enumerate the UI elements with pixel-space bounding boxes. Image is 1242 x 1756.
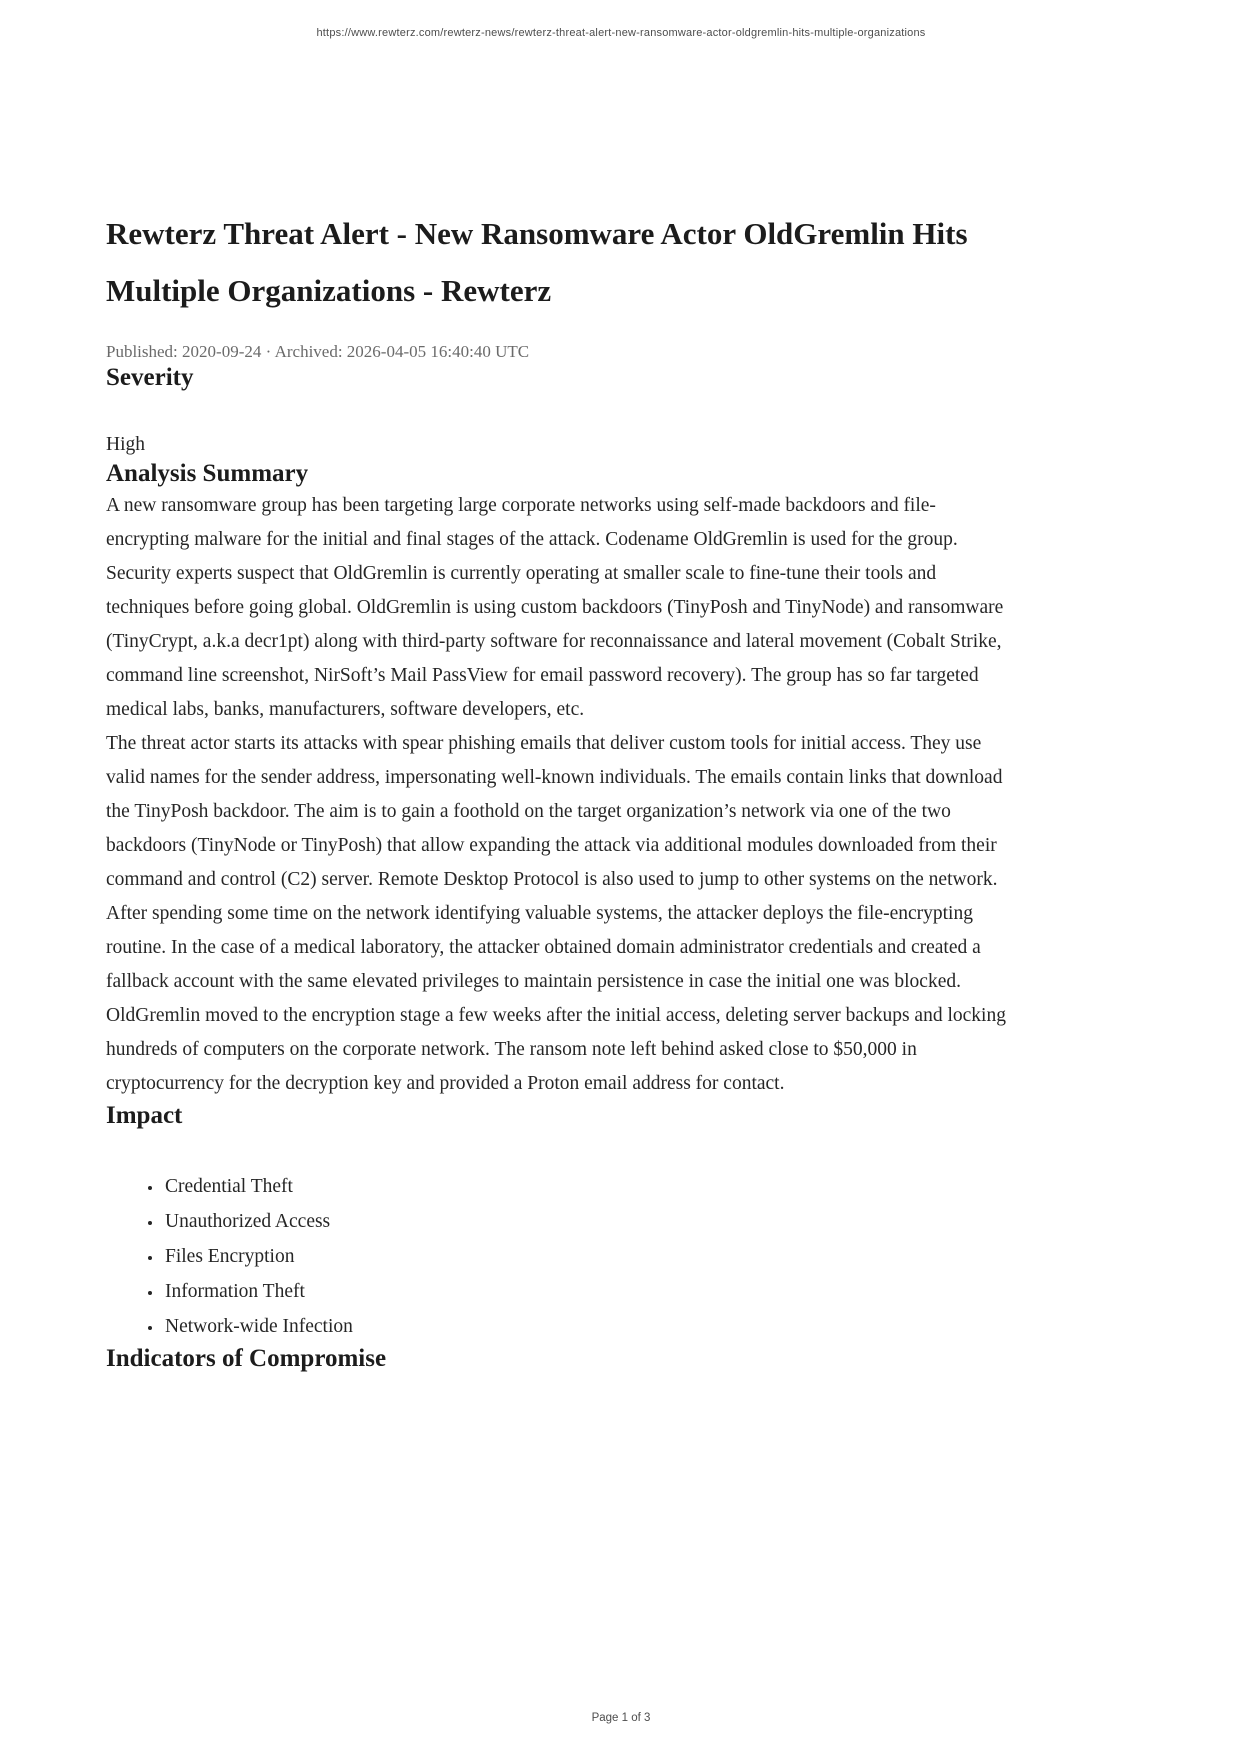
impact-list-item: • Unauthorized Access xyxy=(163,1204,1011,1239)
impact-list-item: • Credential Theft xyxy=(163,1169,1011,1204)
page-title: Rewterz Threat Alert - New Ransomware Actor OldGremlin Hits Multiple Organizations - Rewterz xyxy=(106,216,968,308)
severity-value: High xyxy=(106,434,145,455)
impact-list xyxy=(106,1169,1011,1344)
article-content xyxy=(106,0,1011,1374)
page-number-indicator: Page 1 of 3 xyxy=(591,1712,651,1724)
section-heading-indicators-of-compromise: Indicators of Compromise xyxy=(106,1345,387,1372)
section-heading-severity: Severity xyxy=(106,364,194,391)
source-url: https://www.rewterz.com/rewterz-news/rewterz-threat-alert-new-ransomware-actor-oldgremlin-hits-multiple-organizations xyxy=(316,27,926,39)
section-heading-analysis-summary: Analysis Summary xyxy=(106,460,309,487)
impact-list-item: • Files Encryption xyxy=(163,1239,1011,1274)
section-heading-impact: Impact xyxy=(106,1102,183,1129)
impact-list-item: • Network-wide Infection xyxy=(163,1309,1011,1344)
analysis-paragraph-2: The threat actor starts its attacks with spear phishing emails that deliver custom tools for initial access. They use valid names for the sender address, impersonating well-known individuals. The emails contain links that download the TinyPosh backdoor. The aim is to gain a foothold on the target organization’s network via one of the two backdoors (TinyNode or TinyPosh) that allow expanding the attack via additional modules downloaded from their command and control (C2) server. Remote Desktop Protocol is also used to jump to other systems on the network. After spending some time on the network identifying valuable systems, the attacker deploys the file-encrypting routine. In the case of a medical laboratory, the attacker obtained domain administrator credentials and created a fallback account with the same elevated privileges to maintain persistence in case the initial one was blocked. OldGremlin moved to the encryption stage a few weeks after the initial access, deleting server backups and locking hundreds of computers on the corporate network. The ransom note left behind asked close to $50,000 in cryptocurrency for the decryption key and provided a Proton email address for contact. xyxy=(106,733,1006,1094)
publish-archive-meta: Published: 2020-09-24 · Archived: 2026-04-05 16:40:40 UTC xyxy=(106,342,530,361)
impact-list-item: • Information Theft xyxy=(163,1274,1011,1309)
analysis-paragraph-1: A new ransomware group has been targeting large corporate networks using self-made backdoors and file-encrypting malware for the initial and final stages of the attack. Codename OldGremlin is used for the group. Security experts suspect that OldGremlin is currently operating at smaller scale to fine-tune their tools and techniques before going global. OldGremlin is using custom backdoors (TinyPosh and TinyNode) and ransomware (TinyCrypt, a.k.a decr1pt) along with third-party software for reconnaissance and lateral movement (Cobalt Strike, command line screenshot, NirSoft’s Mail PassView for email password recovery). The group has so far targeted medical labs, banks, manufacturers, software developers, etc. xyxy=(106,495,1004,720)
